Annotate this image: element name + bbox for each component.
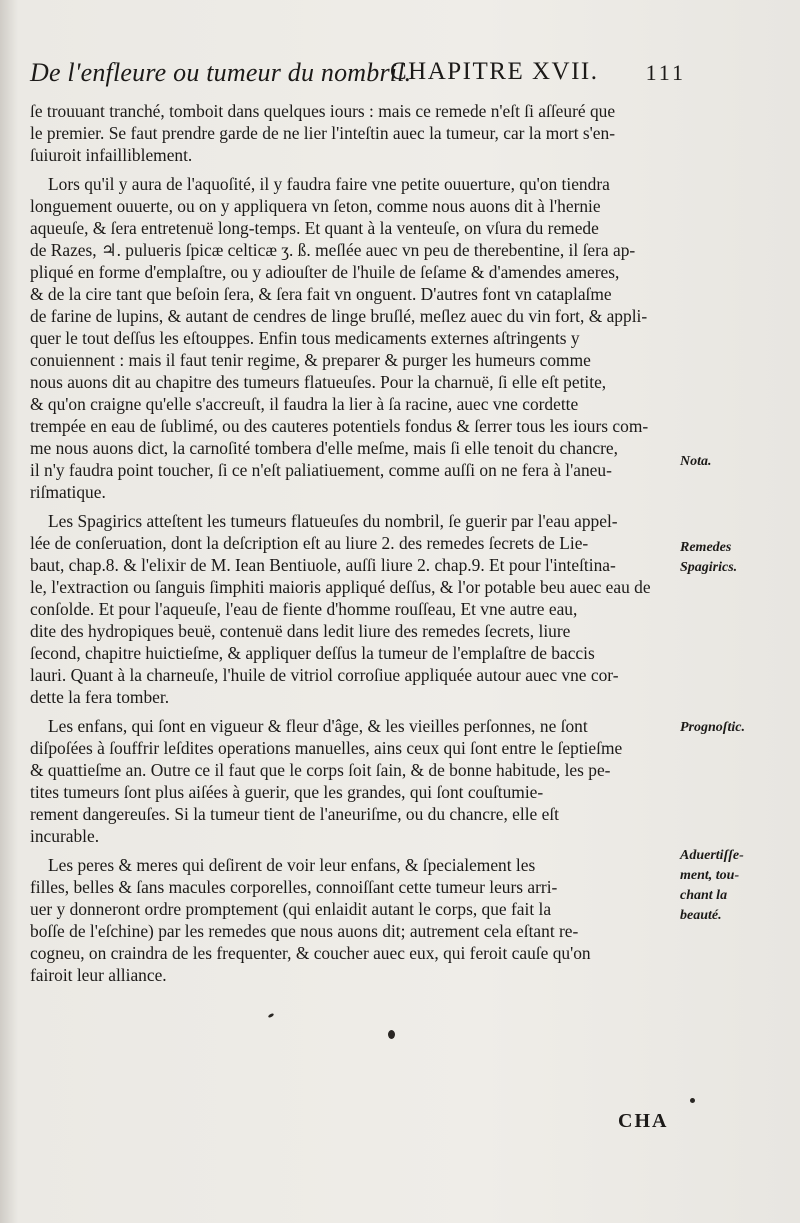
- paragraph-gap: [30, 847, 670, 854]
- paragraph-gap: [30, 166, 670, 173]
- margin-note-nota: Nota.: [680, 454, 712, 469]
- text-line: uer y donneront ordre promptement (qui enlaidit autant le corps, que fait la: [30, 899, 552, 919]
- margin-note-aduertisse: Aduertiſſe-: [680, 848, 744, 863]
- text-line: dette la fera tomber.: [30, 687, 170, 707]
- text-line: & de la cire tant que beſoin ſera, & ſera fait vn onguent. D'autres font vn cataplaſme: [30, 284, 612, 304]
- text-line: & quattieſme an. Outre ce il faut que le corps ſoit ſain, & de bonne habitude, les pe-: [30, 760, 611, 780]
- text-line: Lors qu'il y aura de l'aquoſité, il y faudra faire vne petite ouuerture, qu'on tiendra: [48, 174, 610, 194]
- text-line: de farine de lupins, & autant de cendres de linge bruſlé, meſlez auec du vin fort, & appli-: [30, 306, 648, 326]
- text-line: nous auons dit au chapitre des tumeurs flatueuſes. Pour la charnuë, ſi elle eſt petite,: [30, 372, 607, 392]
- text-line: le premier. Se faut prendre garde de ne lier l'inteſtin auec la tumeur, car la mort s'en-: [30, 123, 616, 143]
- margin-note-remedes: Remedes: [680, 540, 732, 555]
- page-header: [30, 58, 686, 98]
- catchword: CHA: [618, 1110, 669, 1132]
- text-line: ſecond, chapitre huictieſme, & appliquer deſſus la tumeur de l'emplaſtre de baccis: [30, 643, 595, 663]
- text-line: riſmatique.: [30, 482, 106, 502]
- paragraph-gap: [30, 503, 670, 510]
- text-line: conſolde. Et pour l'aqueuſe, l'eau de fiente d'homme rouſſeau, Et vne autre eau,: [30, 599, 578, 619]
- text-line: Les enfans, qui ſont en vigueur & fleur d'âge, & les vieilles perſonnes, ne ſont: [48, 716, 588, 736]
- paragraph-gap: [30, 708, 670, 715]
- margin-note-beaute: beauté.: [680, 908, 722, 923]
- page-number: 111: [645, 60, 686, 85]
- text-line: conuiennent : mais il faut tenir regime, & preparer & purger les humeurs comme: [30, 350, 591, 370]
- text-line: rement dangereuſes. Si la tumeur tient de l'aneuriſme, ou du chancre, elle eſt: [30, 804, 559, 824]
- margin-note-chant: chant la: [680, 888, 728, 903]
- text-line: diſpoſées à ſouffrir leſdites operations manuelles, ains ceux qui ſont entre le ſeptieſme: [30, 738, 623, 758]
- text-line: lée de conſeruation, dont la deſcription eſt au liure 2. des remedes ſecrets de Lie-: [30, 533, 589, 553]
- body-text: [30, 100, 670, 986]
- text-line: longuement ouuerte, ou on y appliquera vn ſeton, comme nous auons dit à l'hernie: [30, 196, 601, 216]
- text-line: cogneu, on craindra de les frequenter, & coucher auec eux, qui feroit cauſe qu'on: [30, 943, 591, 963]
- text-line: Les Spagirics atteſtent les tumeurs flatueuſes du nombril, ſe guerir par l'eau appel-: [48, 511, 618, 531]
- text-line: le, l'extraction ou ſanguis ſimphiti maioris appliqué deſſus, & l'or potable beu auec eau de: [30, 577, 651, 597]
- text-line: incurable.: [30, 826, 100, 846]
- text-line: me nous auons dict, la carnoſité tombera d'elle meſme, mais ſi elle tenoit du chancre,: [30, 438, 618, 458]
- margin-note-spagirics: Spagirics.: [680, 560, 738, 575]
- text-line: fairoit leur alliance.: [30, 965, 167, 985]
- text-line: dite des hydropiques beuë, contenuë dans ledit liure des remedes ſecrets, liure: [30, 621, 571, 641]
- text-line: il n'y faudra point toucher, ſi ce n'eſt paliatiuement, comme auſſi on ne fera à l'aneu-: [30, 460, 612, 480]
- text-line: lauri. Quant à la charneuſe, l'huile de vitriol corroſiue appliquée autour auec vne cor-: [30, 665, 619, 685]
- text-line: ſe trouuant tranché, tomboit dans quelques iours : mais ce remede n'eſt ſi aſſeuré que: [30, 101, 616, 121]
- text-line: quer le tout deſſus les eſtouppes. Enfin tous medicaments externes aſtringents y: [30, 328, 580, 348]
- text-line: tites tumeurs ſont plus aiſées à guerir, que les grandes, qui ſont couſtumie-: [30, 782, 544, 802]
- text-line: ſuiuroit infailliblement.: [30, 145, 193, 165]
- text-line: aqueuſe, & ſera entretenuë long-temps. Et quant à la venteuſe, on vſura du remede: [30, 218, 599, 238]
- text-line: filles, belles & ſans macules corporelles, connoiſſant cette tumeur leurs arri-: [30, 877, 558, 897]
- margin-note-prognostic: Prognoſtic.: [680, 720, 745, 735]
- text-line: baut, chap.8. & l'elixir de M. Iean Bentiuole, auſſi liure 2. chap.9. Et pour l'inteſtina-: [30, 555, 616, 575]
- running-title: De l'enfleure ou tumeur du nombril.: [30, 58, 412, 87]
- chapter-heading: CHAPITRE XVII.: [390, 58, 599, 85]
- text-line: de Razes, ♃. pulueris ſpicæ celticæ ʒ. ß. meſlée auec vn peu de therebentine, il ſera ap-: [30, 240, 636, 260]
- text-line: Les peres & meres qui deſirent de voir leur enfans, & ſpecialement les: [48, 855, 536, 875]
- text-line: boſſe de l'eſchine) par les remedes que nous auons dit; autrement cela eſtant re-: [30, 921, 579, 941]
- text-line: pliqué en forme d'emplaſtre, ou y adiouſter de l'huile de ſeſame & d'amendes ameres,: [30, 262, 620, 282]
- ink-spot: [388, 1030, 395, 1039]
- ink-spot: [268, 1013, 275, 1019]
- margin-note-ment: ment, tou-: [680, 868, 740, 883]
- text-line: trempée en eau de ſublimé, ou des cauteres potentiels fondus & ſerrer tous les iours com-: [30, 416, 649, 436]
- text-line: & qu'on craigne qu'elle s'accreuſt, il faudra la lier à ſa racine, auec vne cordette: [30, 394, 579, 414]
- ink-spot: [690, 1098, 695, 1103]
